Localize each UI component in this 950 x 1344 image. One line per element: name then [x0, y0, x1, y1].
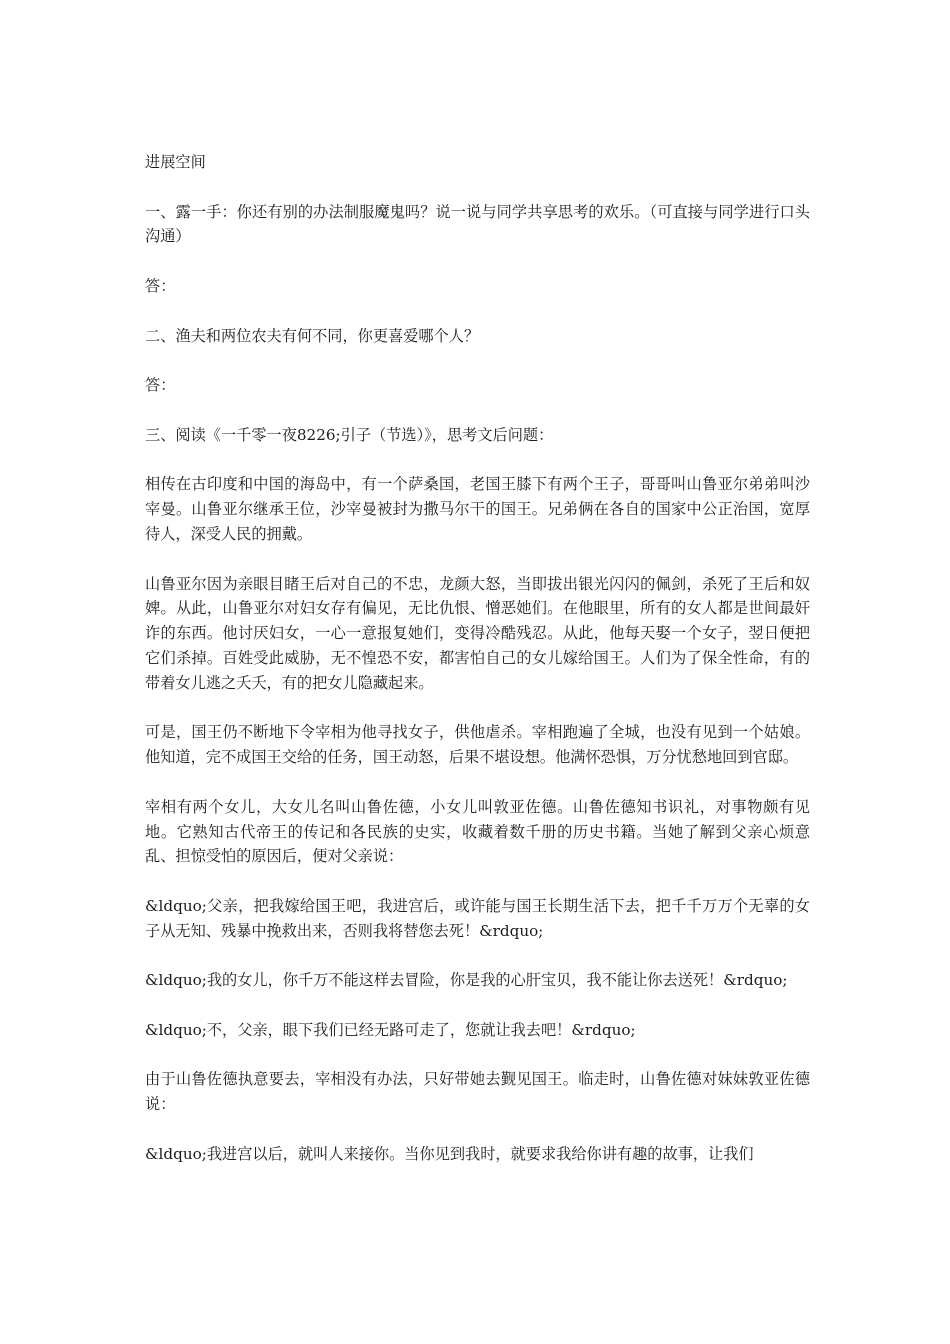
question-3: 三、阅读《一千零一夜8226;引子（节选）》，思考文后问题：: [145, 425, 554, 444]
story-paragraph: &ldquo;父亲，把我嫁给国王吧，我进宫后，或许能与国王长期生活下去，把千千万万个无辜的女子从无知、残暴中挽救出来，否则我将替您去死！&rdquo;: [145, 896, 810, 940]
story-paragraph: &ldquo;我进宫以后，就叫人来接你。当你见到我时，就要求我给你讲有趣的故事，让我们: [145, 1144, 754, 1163]
answer-1: 答：: [145, 276, 176, 295]
question-2: 二、渔夫和两位农夫有何不同，你更喜爱哪个人？: [145, 326, 480, 345]
section-heading: 进展空间: [145, 153, 206, 171]
story-paragraph: 山鲁亚尔因为亲眼目睹王后对自己的不忠，龙颜大怒，当即拔出银光闪闪的佩剑，杀死了王后和奴婢。从此，山鲁亚尔对妇女存有偏见，无比仇恨、憎恶她们。在他眼里，所有的女人都是世间最奸诈的东西。他讨厌妇女，一心一意报复她们，变得冷酷残忍。从此，他每天娶一个女子，翌日便把它们杀掉。百姓受此威胁，无不惶恐不安，都害怕自己的女儿嫁给国王。人们为了保全性命，有的带着女儿逃之夭夭，有的把女儿隐藏起来。: [145, 574, 810, 692]
document-page: [145, 150, 810, 1191]
story-paragraph: 宰相有两个女儿，大女儿名叫山鲁佐德，小女儿叫敦亚佐德。山鲁佐德知书识礼，对事物颇有见地。它熟知古代帝王的传记和各民族的史实，收藏着数千册的历史书籍。当她了解到父亲心烦意乱、担惊受怕的原因后，便对父亲说：: [145, 797, 810, 866]
story-paragraph: 可是，国王仍不断地下令宰相为他寻找女子，供他虐杀。宰相跑遍了全城，也没有见到一个姑娘。他知道，完不成国王交给的任务，国王动怒，后果不堪设想。他满怀恐惧，万分忧愁地回到官邸。: [145, 723, 810, 767]
question-1: 一、露一手：你还有别的办法制服魔鬼吗？说一说与同学共享思考的欢乐。（可直接与同学进行口头沟通）: [145, 202, 810, 246]
story-paragraph: 相传在古印度和中国的海岛中，有一个萨桑国，老国王膝下有两个王子，哥哥叫山鲁亚尔弟弟叫沙宰曼。山鲁亚尔继承王位，沙宰曼被封为撒马尔干的国王。兄弟俩在各自的国家中公正治国，宽厚待人，深受人民的拥戴。: [145, 475, 810, 543]
story-paragraph: &ldquo;不，父亲，眼下我们已经无路可走了，您就让我去吧！&rdquo;: [145, 1020, 636, 1039]
story-paragraph: &ldquo;我的女儿，你千万不能这样去冒险，你是我的心肝宝贝，我不能让你去送死！&rdquo;: [145, 971, 788, 990]
answer-2: 答：: [145, 376, 176, 395]
story-paragraph: 由于山鲁佐德执意要去，宰相没有办法，只好带她去觐见国王。临走时，山鲁佐德对妹妹敦亚佐德说：: [145, 1070, 810, 1114]
